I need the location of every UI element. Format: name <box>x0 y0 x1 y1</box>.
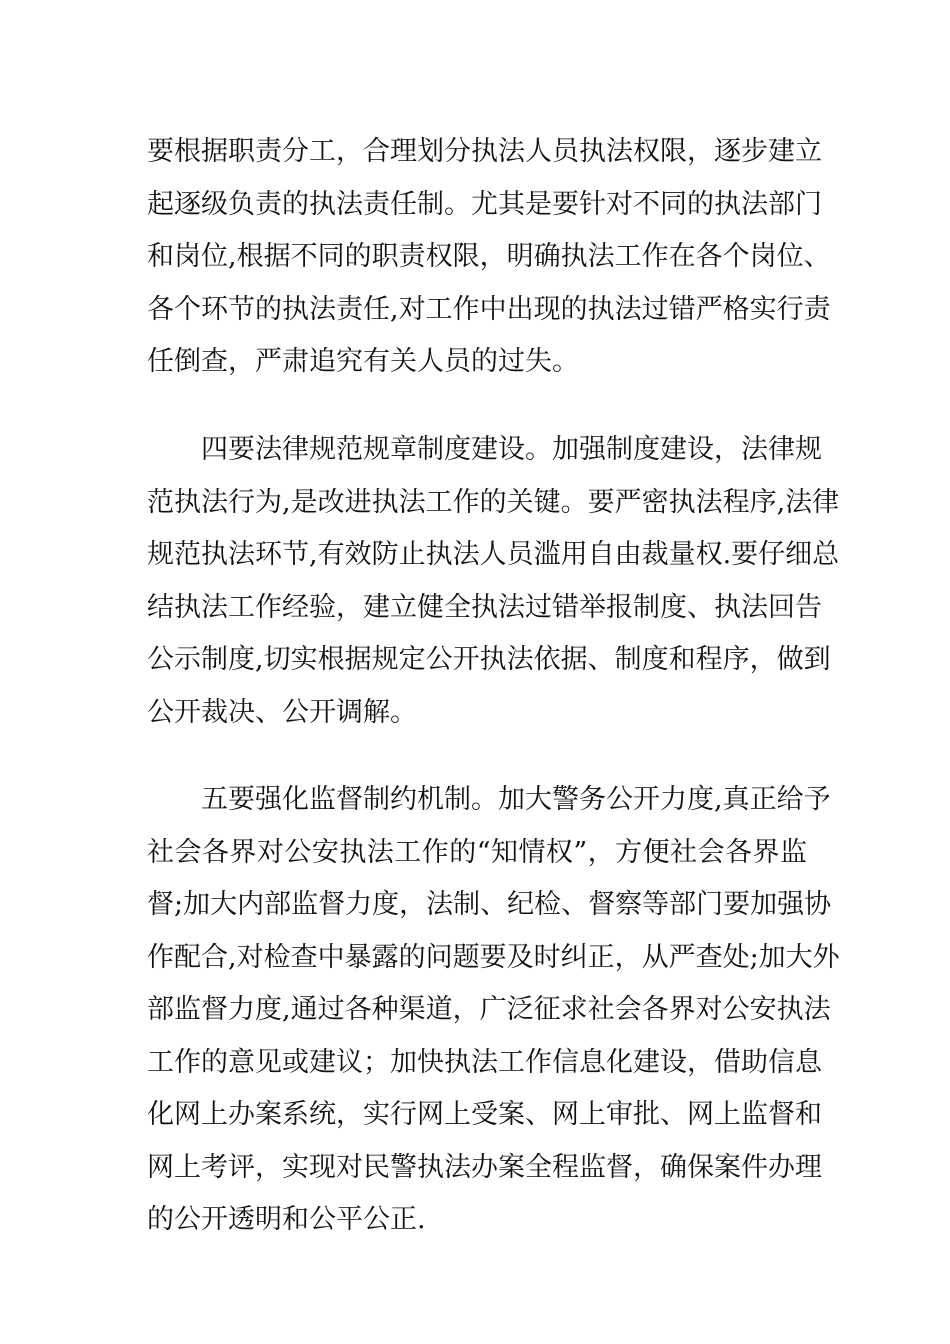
text-line: 公开裁决、公开调解。 <box>147 696 417 728</box>
text-line: 和岗位,根据不同的职责权限，明确执法工作在各个岗位、 <box>147 241 831 272</box>
text-line: 工作的意见或建议；加快执法工作信息化建设，借助信息 <box>147 1046 822 1078</box>
paragraph-point-five <box>147 774 840 1247</box>
text-line: 督;加大内部监督力度，法制、纪检、督察等部门要加强协 <box>147 889 832 920</box>
text-line: 起逐级负责的执法责任制。尤其是要针对不同的执法部门 <box>147 188 822 220</box>
text-line: 四要法律规范规章制度建设。加强制度建设，法律规 <box>201 434 822 465</box>
text-line: 范执法行为,是改进执法工作的关键。要严密执法程序,法律 <box>147 486 840 518</box>
text-line: 五要强化监督制约机制。加大警务公开力度,真正给予 <box>201 784 831 815</box>
text-line: 作配合,对检查中暴露的问题要及时纠正，从严查处;加大外 <box>147 941 840 973</box>
text-line: 网上考评，实现对民警执法办案全程监督，确保案件办理 <box>147 1151 822 1183</box>
paragraph-responsibility <box>147 126 831 389</box>
text-line: 各个环节的执法责任,对工作中出现的执法过错严格实行责 <box>147 293 831 325</box>
text-line: 公示制度,切实根据规定公开执法依据、制度和程序，做到 <box>147 644 831 675</box>
text-line: 部监督力度,通过各种渠道，广泛征求社会各界对公安执法 <box>147 994 831 1025</box>
text-line: 要根据职责分工，合理划分执法人员执法权限，逐步建立 <box>147 136 822 167</box>
text-line: 的公开透明和公平公正. <box>147 1204 426 1235</box>
text-line: 任倒查，严肃追究有关人员的过失。 <box>147 346 579 377</box>
text-line: 结执法工作经验，建立健全执法过错举报制度、执法回告 <box>147 591 822 623</box>
text-line: 化网上办案系统，实行网上受案、网上审批、网上监督和 <box>147 1099 822 1130</box>
paragraph-point-four <box>147 424 840 739</box>
text-line: 规范执法环节,有效防止执法人员滥用自由裁量权.要仔细总 <box>147 539 840 570</box>
text-line: 社会各界对公安执法工作的“知情权”，方便社会各界监 <box>147 836 807 868</box>
